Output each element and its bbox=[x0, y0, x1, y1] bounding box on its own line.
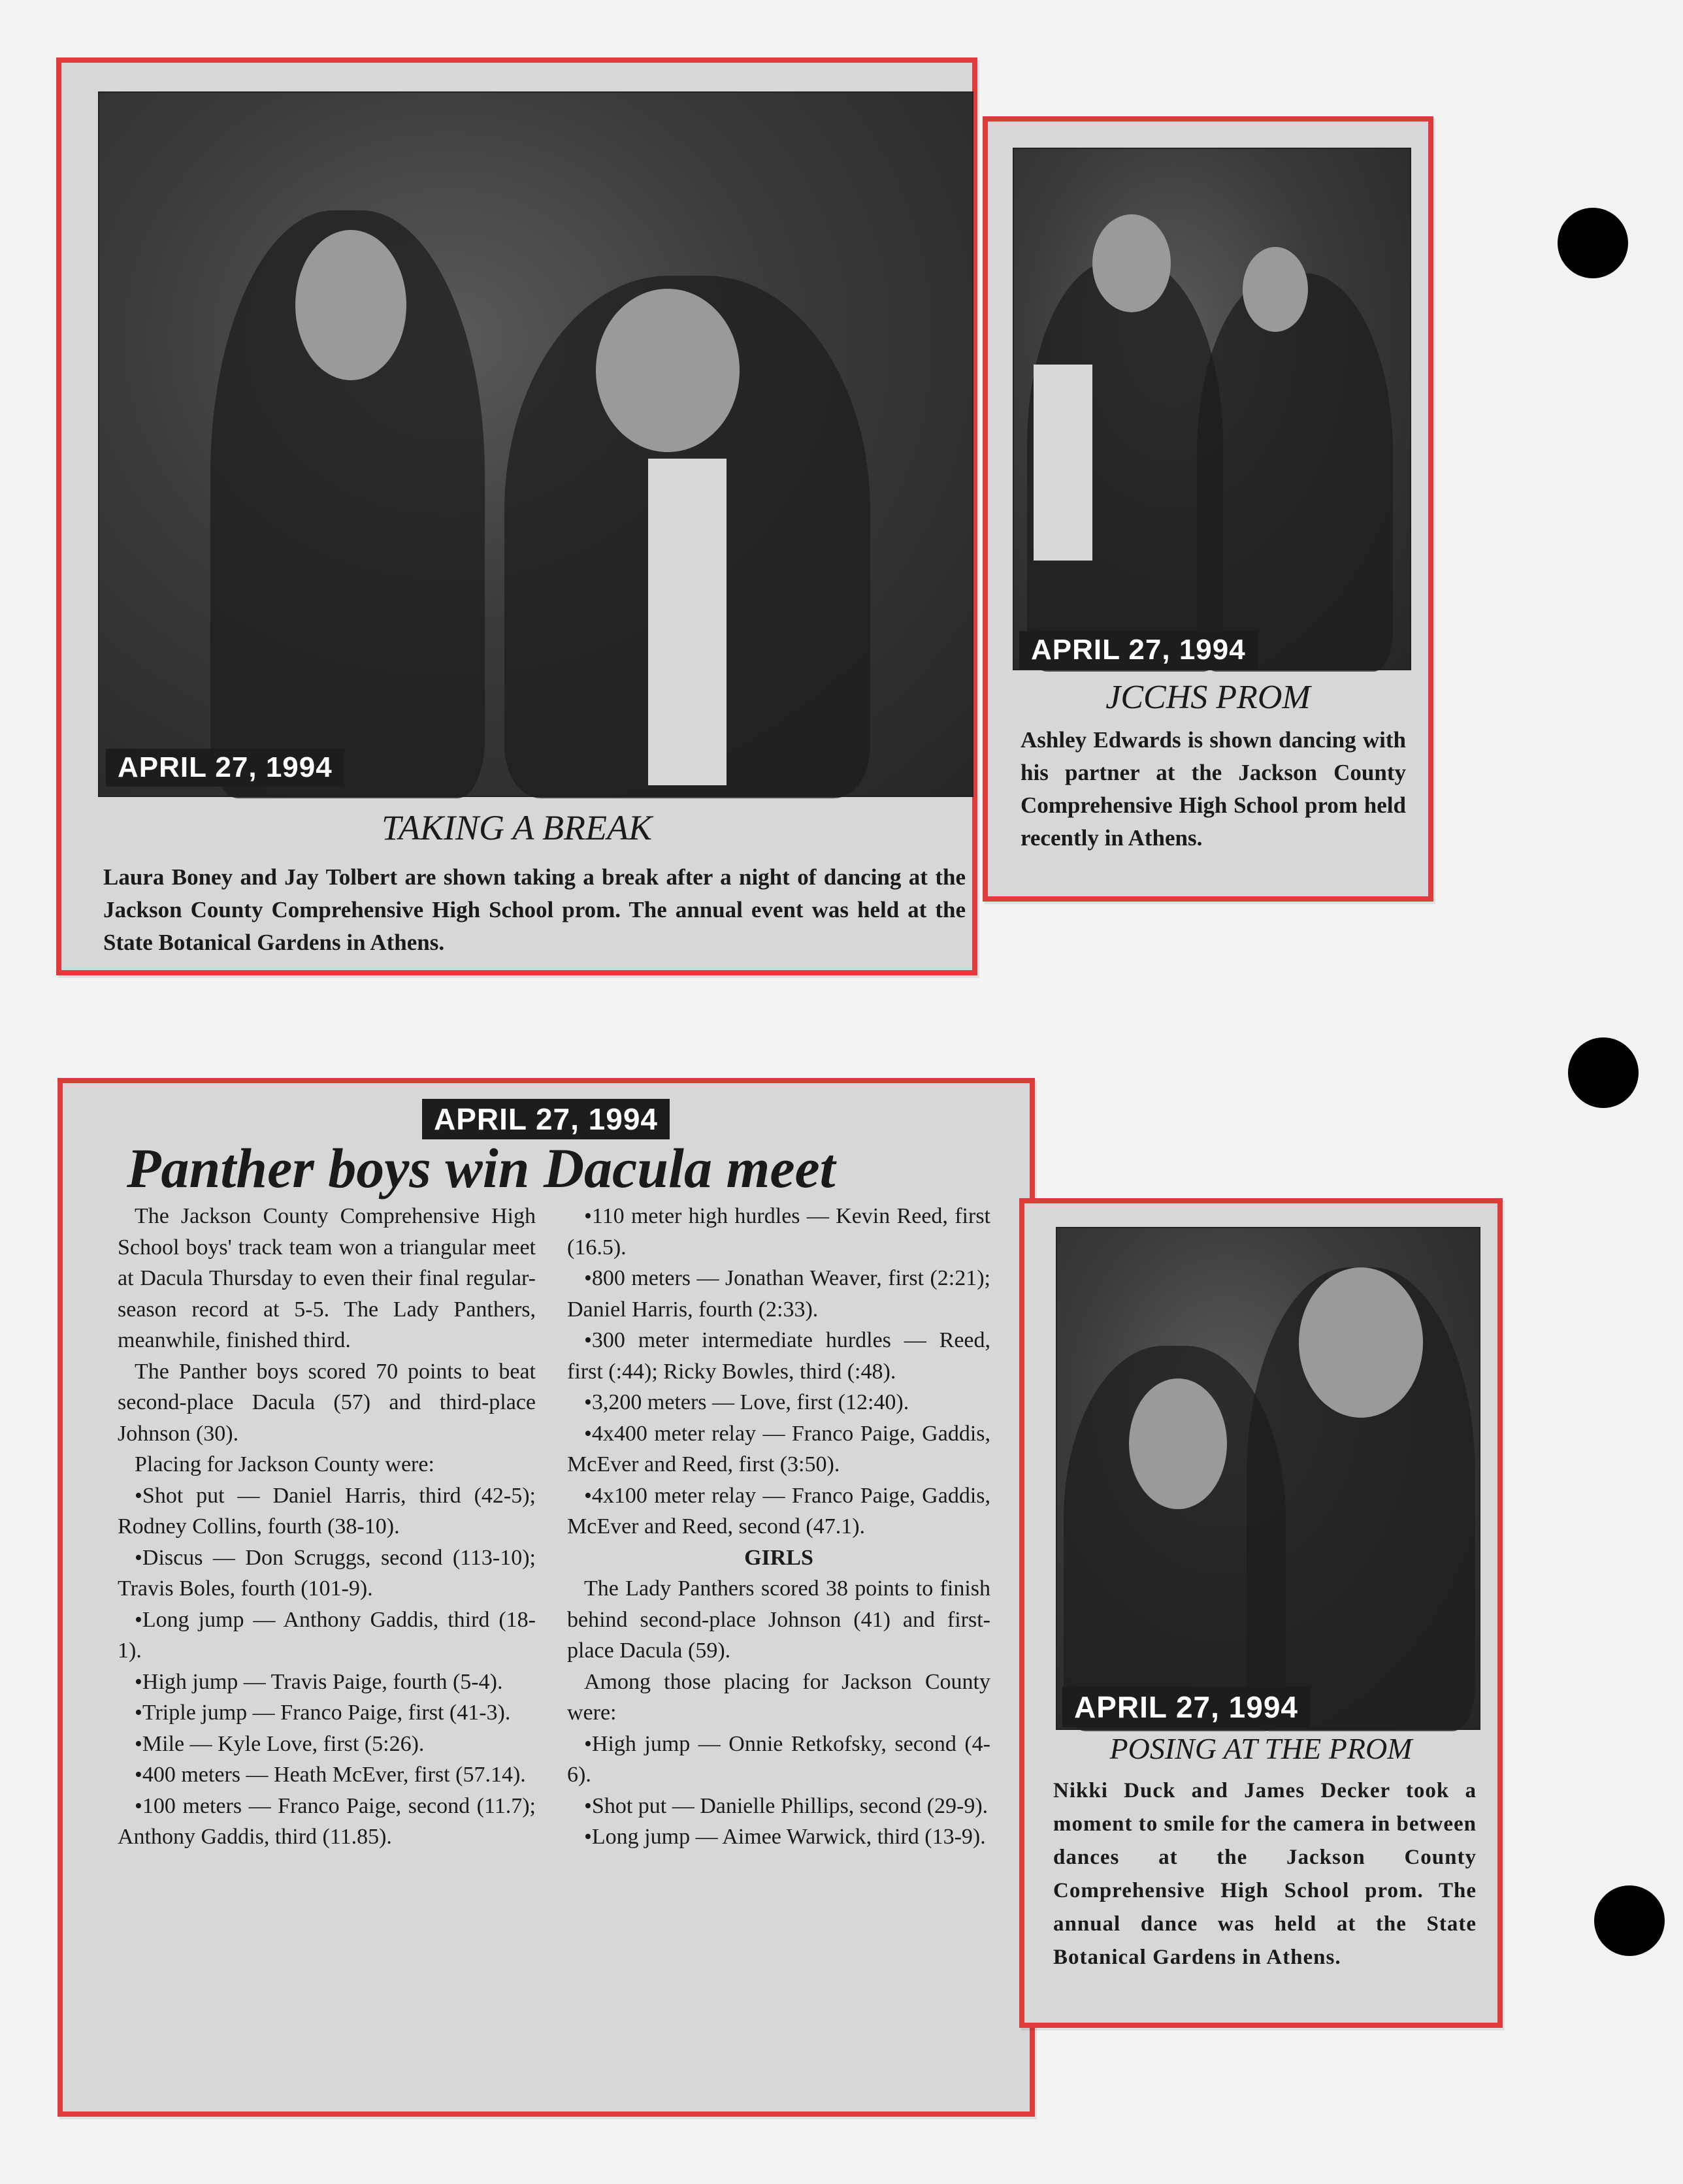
caption-title: TAKING A BREAK bbox=[381, 808, 653, 847]
dateline: APRIL 27, 1994 bbox=[422, 1099, 670, 1139]
clipping-panther-boys bbox=[57, 1078, 1035, 2117]
dateline: APRIL 27, 1994 bbox=[1019, 631, 1258, 669]
clipping-taking-a-break bbox=[56, 57, 977, 975]
caption-text: Ashley Edwards is shown dancing with his partner at the Jackson County Comprehensive High School prom held recently in Athens. bbox=[1021, 727, 1406, 851]
caption-text: Laura Boney and Jay Tolbert are shown taking a break after a night of dancing at the Jackson County Comprehensive High School prom. The annual event was held at the State Botanical Gardens in Athens. bbox=[103, 864, 966, 955]
dateline: APRIL 27, 1994 bbox=[106, 749, 344, 787]
punch-hole-bottom bbox=[1594, 1885, 1665, 1956]
headline: Panther boys win Dacula meet bbox=[127, 1137, 836, 1199]
clipping-posing-at-prom bbox=[1019, 1198, 1503, 2028]
dateline: APRIL 27, 1994 bbox=[1062, 1687, 1310, 1727]
caption-title: JCCHS PROM bbox=[1105, 679, 1311, 716]
photo-dancing-couple bbox=[1013, 148, 1411, 670]
girls-subheading: GIRLS bbox=[744, 1545, 813, 1570]
caption-text: Nikki Duck and James Decker took a moment to smile for the camera in between dances at the Jackson County Comprehensive High School prom. The annual dance was held at the State Botanical Gardens in Athens. bbox=[1053, 1779, 1477, 1969]
photo-posing-couple bbox=[1056, 1227, 1480, 1730]
article-column-2: •110 meter high hurdles — Kevin Reed, first (16.5). •800 meters — Jonathan Weaver, first (2:21); Daniel Harris, fourth (2:33). •300 meter intermediate hurdles — Reed, first (:44); Ricky Bowles, third (:48). •3,200 meters — Love, first (12:40). •4x400 meter relay — Franco Paige, Gaddis, McEver and Reed, first (3:50). •4x100 meter relay — Franco Paige, Gaddis, McEver and Reed, second (47.1). GIRLS The Lady Panthers scored 38 points to finish behind second-place Johnson (41) and first-place Dacula (59). Among those placing for Jackson County were: •High jump — Onnie Retkofsky, second (4-6). •Shot put — Danielle Phillips, second (29-9). •Long jump — Aimee Warwick, third (13-9). bbox=[567, 1204, 990, 1849]
punch-hole-top bbox=[1558, 208, 1628, 278]
clipping-jcchs-prom bbox=[983, 116, 1433, 902]
article-column-1: The Jackson County Comprehensive High School boys' track team won a triangular meet at Dacula Thursday to even their final regular-season record at 5-5. The Lady Panthers, meanwhile, finished third. The Panther boys scored 70 points to beat second-place Dacula (57) and third-place Johnson (30). Placing for Jackson County were: •Shot put — Daniel Harris, third (42-5); Rodney Collins, fourth (38-10). •Discus — Don Scruggs, second (113-10); Travis Boles, fourth (101-9). •Long jump — Anthony Gaddis, third (18-1). •High jump — Travis Paige, fourth (5-4). •Triple jump — Franco Paige, first (41-3). •Mile — Kyle Love, first (5:26). •400 meters — Heath McEver, first (57.14). •100 meters — Franco Paige, second (11.7); Anthony Gaddis, third (11.85). bbox=[118, 1204, 536, 1849]
punch-hole-middle bbox=[1568, 1037, 1639, 1108]
photo-couple-break bbox=[98, 91, 973, 797]
caption-title: POSING AT THE PROM bbox=[1109, 1732, 1413, 1765]
